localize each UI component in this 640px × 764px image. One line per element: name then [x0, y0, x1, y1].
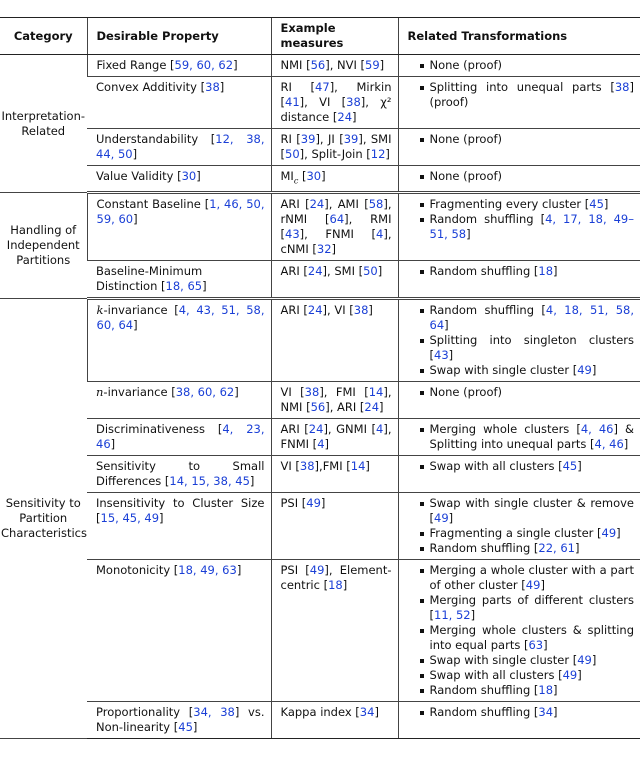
- transformations-list: [408, 303, 635, 378]
- header-row: [0, 18, 640, 55]
- list-item: Random shuffling [34]: [420, 705, 635, 720]
- property-cell: Monotonicity [18, 49, 63]: [87, 560, 271, 702]
- transformations-cell: [398, 493, 640, 560]
- property-cell: Constant Baseline [1, 46, 50, 59, 60]: [87, 193, 271, 261]
- property-cell: Discriminativeness [4, 23, 46]: [87, 419, 271, 456]
- list-item: Fragmenting every cluster [45]: [420, 197, 635, 212]
- transformations-list: [408, 705, 635, 720]
- transformations-list: [408, 197, 635, 242]
- transformations-list: [408, 132, 635, 147]
- transformations-list: [408, 422, 635, 452]
- transformations-list: [408, 264, 635, 279]
- transformations-cell: [398, 129, 640, 166]
- category-cell: Sensitivity to Partition Characteristics: [0, 299, 87, 739]
- property-cell: Insensitivity to Cluster Size [15, 45, 49]: [87, 493, 271, 560]
- property-cell: Understandability [12, 38, 44, 50]: [87, 129, 271, 166]
- measures-cell: VI [38],FMI [14]: [271, 456, 398, 493]
- measures-cell: VI [38], FMI [14], NMI [56], ARI [24]: [271, 382, 398, 419]
- measures-cell: Kappa index [34]: [271, 702, 398, 739]
- list-item: Random shuffling [22, 61]: [420, 541, 635, 556]
- property-cell: Baseline-Minimum Distinction [18, 65]: [87, 261, 271, 299]
- transformations-cell: [398, 261, 640, 299]
- measures-cell: PSI [49]: [271, 493, 398, 560]
- transformations-cell: [398, 299, 640, 382]
- header-transformations: Related Transformations: [398, 18, 640, 55]
- measures-cell: ARI [24], VI [38]: [271, 299, 398, 382]
- list-item: Merging whole clusters & splitting into equal parts [63]: [420, 623, 635, 653]
- list-item: Random shuffling [4, 18, 51, 58, 64]: [420, 303, 635, 333]
- table-row: [0, 193, 640, 261]
- transformations-list: [408, 385, 635, 400]
- property-cell: k-invariance [4, 43, 51, 58, 60, 64]: [87, 299, 271, 382]
- transformations-cell: [398, 702, 640, 739]
- list-item: Merging whole clusters [4, 46] & Splitting into unequal parts [4, 46]: [420, 422, 635, 452]
- list-item: None (proof): [420, 58, 635, 73]
- list-item: Swap with single cluster & remove [49]: [420, 496, 635, 526]
- list-item: None (proof): [420, 385, 635, 400]
- transformations-list: [408, 496, 635, 556]
- transformations-cell: [398, 193, 640, 261]
- desirable-properties-table: [0, 17, 640, 739]
- table-row: [0, 493, 640, 560]
- table-row: [0, 456, 640, 493]
- list-item: Swap with all clusters [49]: [420, 668, 635, 683]
- transformations-cell: [398, 560, 640, 702]
- transformations-list: [408, 169, 635, 184]
- list-item: None (proof): [420, 169, 635, 184]
- category-cell: Handling of Independent Partitions: [0, 193, 87, 299]
- table-row: [0, 129, 640, 166]
- header-category: Category: [0, 18, 87, 55]
- transformations-list: [408, 58, 635, 73]
- measures-cell: RI [47], Mirkin [41], VI [38], χ² distance [24]: [271, 77, 398, 129]
- measures-cell: RI [39], JI [39], SMI [50], Split-Join [12]: [271, 129, 398, 166]
- list-item: Random shuffling [18]: [420, 264, 635, 279]
- measures-cell: NMI [56], NVI [59]: [271, 55, 398, 77]
- property-cell: Sensitivity to Small Differences [14, 15, 38, 45]: [87, 456, 271, 493]
- list-item: Merging parts of different clusters [11, 52]: [420, 593, 635, 623]
- property-cell: Value Validity [30]: [87, 166, 271, 193]
- transformations-list: [408, 459, 635, 474]
- transformations-list: [408, 563, 635, 698]
- table-row: [0, 166, 640, 193]
- transformations-cell: [398, 419, 640, 456]
- list-item: Fragmenting a single cluster [49]: [420, 526, 635, 541]
- table-row: [0, 55, 640, 77]
- table-row: [0, 299, 640, 382]
- list-item: None (proof): [420, 132, 635, 147]
- table-row: [0, 702, 640, 739]
- table-row: [0, 560, 640, 702]
- property-cell: Proportionality [34, 38] vs. Non-linearity [45]: [87, 702, 271, 739]
- measures-cell: ARI [24], AMI [58], rNMI [64], RMI [43], FNMI [4], cNMI [32]: [271, 193, 398, 261]
- category-cell: Interpretation-Related: [0, 55, 87, 193]
- list-item: Random shuffling [18]: [420, 683, 635, 698]
- table-row: [0, 382, 640, 419]
- table-row: [0, 419, 640, 456]
- measures-cell: PSI [49], Element-centric [18]: [271, 560, 398, 702]
- header-measures: Example measures: [271, 18, 398, 55]
- property-cell: n-invariance [38, 60, 62]: [87, 382, 271, 419]
- list-item: Random shuffling [4, 17, 18, 49–51, 58]: [420, 212, 635, 242]
- table-row: [0, 261, 640, 299]
- transformations-cell: [398, 382, 640, 419]
- transformations-cell: [398, 55, 640, 77]
- measures-cell: ARI [24], SMI [50]: [271, 261, 398, 299]
- table-row: [0, 77, 640, 129]
- list-item: Splitting into singleton clusters [43]: [420, 333, 635, 363]
- cropped-caption-fragment: [0, 0, 640, 7]
- transformations-list: [408, 80, 635, 110]
- transformations-cell: [398, 77, 640, 129]
- header-property: Desirable Property: [87, 18, 271, 55]
- property-cell: Fixed Range [59, 60, 62]: [87, 55, 271, 77]
- measures-cell: $MI_c$ [30]: [271, 166, 398, 193]
- measures-cell: ARI [24], GNMI [4], FNMI [4]: [271, 419, 398, 456]
- transformations-cell: [398, 456, 640, 493]
- list-item: Merging a whole cluster with a part of other cluster [49]: [420, 563, 635, 593]
- list-item: Splitting into unequal parts [38] (proof): [420, 80, 635, 110]
- list-item: Swap with all clusters [45]: [420, 459, 635, 474]
- property-cell: Convex Additivity [38]: [87, 77, 271, 129]
- list-item: Swap with single cluster [49]: [420, 363, 635, 378]
- table-body: [0, 55, 640, 739]
- list-item: Swap with single cluster [49]: [420, 653, 635, 668]
- transformations-cell: [398, 166, 640, 193]
